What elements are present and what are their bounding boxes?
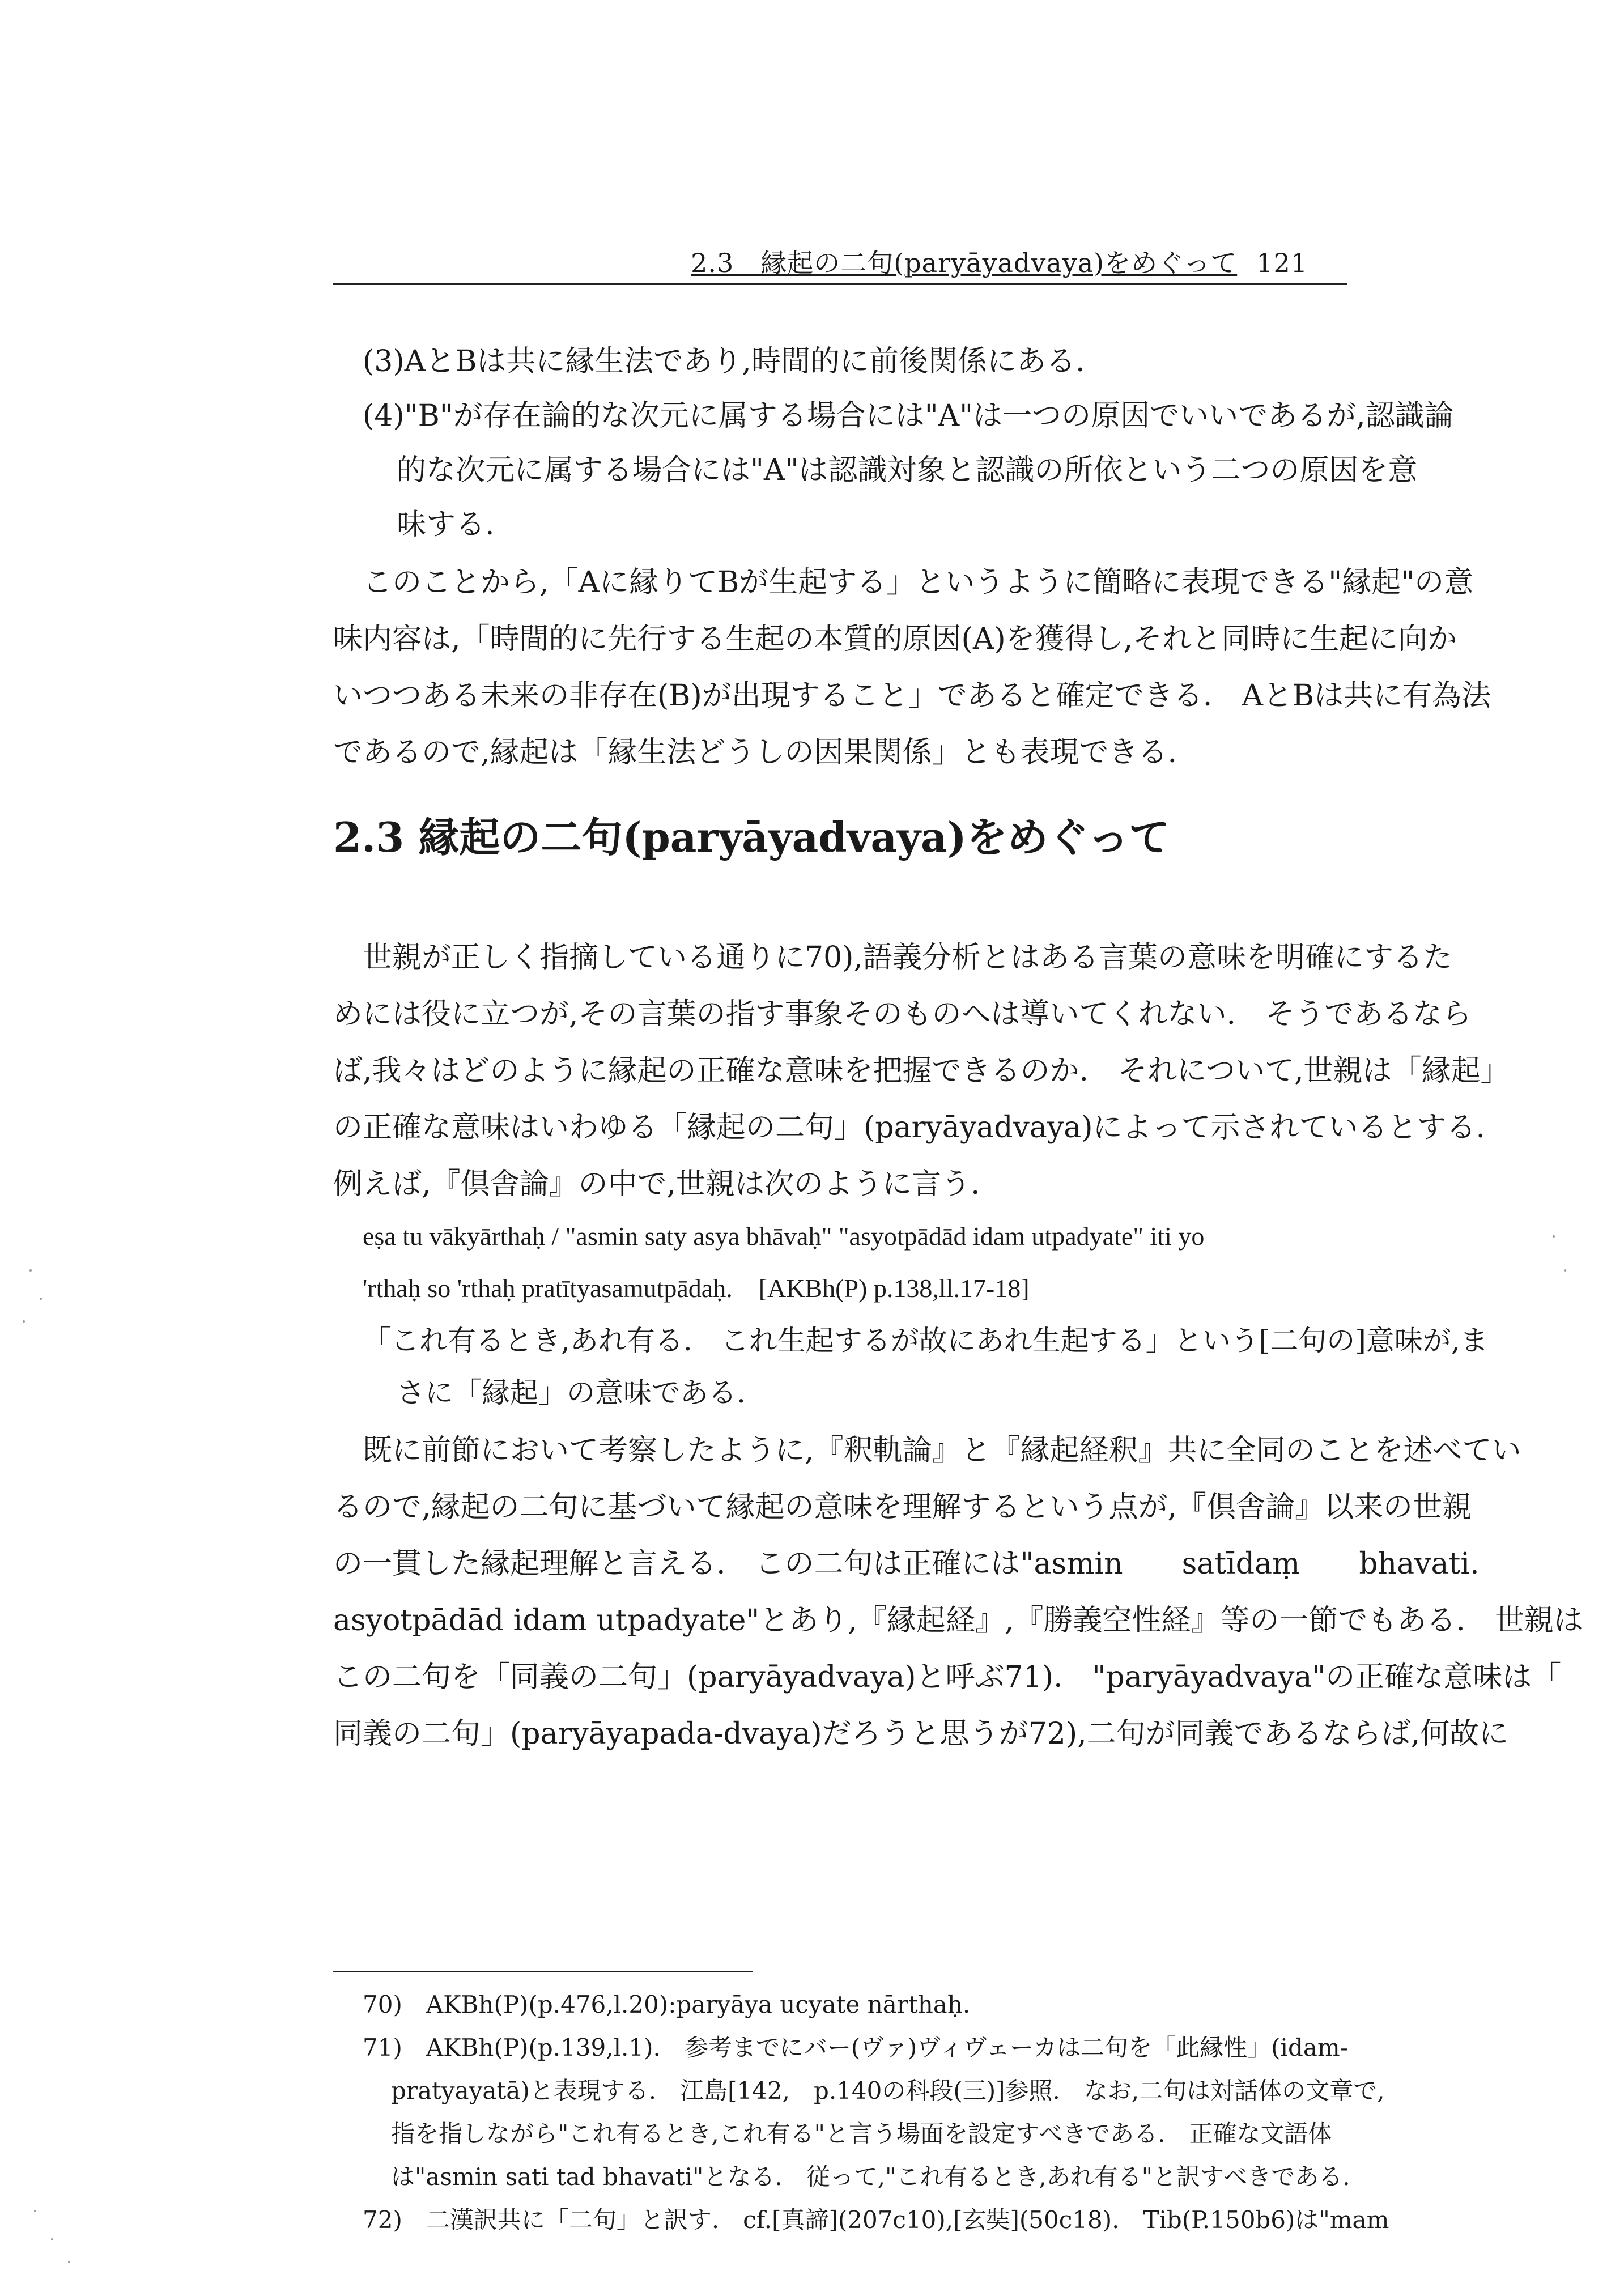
para3-line: この二句を「同義の二句」(paryāyadvaya)と呼ぶ71). "paryāyadvaya"の正確な意味は「 (333, 1660, 1562, 1694)
footnote-71-cont: は"asmin sati tad bhavati"となる. 従って,"これ有るとき,あれ有る"と訳すべきである. (391, 2163, 1350, 2191)
para3-line: の一貫した縁起理解と言える. この二句は正確には"asmin satīdaṃ bhavati. (333, 1547, 1480, 1581)
para2-line: の正確な意味はいわゆる「縁起の二句」(paryāyadvaya)によって示されているとする. (333, 1111, 1486, 1145)
scan-speck (51, 2238, 53, 2240)
footnote-rule (333, 1971, 753, 1972)
footnote-72: 72) 二漢訳共に「二句」と訳す. cf.[真諦](207c10),[玄奘](50c18). Tib(P.150b6)は"mam (363, 2206, 1389, 2234)
scan-speck (1553, 1235, 1555, 1238)
quote-japanese-line: さに「縁起」の意味である. (397, 1376, 746, 1409)
para1-line: このことから,「Aに縁りてBが生起する」というように簡略に表現できる"縁起"の意 (363, 566, 1474, 599)
footnote-71-cont: 指を指しながら"これ有るとき,これ有る"と言う場面を設定すべきである. 正確な文語体 (391, 2120, 1332, 2148)
page-number: 121 (1256, 248, 1308, 278)
quote-sanskrit-line: eṣa tu vākyārthaḥ / "asmin saty asya bhāvaḥ" "asyotpādād idam utpadyate" iti yo (363, 1222, 1205, 1251)
para1-line: であるので,縁起は「縁生法どうしの因果関係」とも表現できる. (333, 735, 1177, 769)
list-item-4-cont-2: 味する. (397, 508, 495, 542)
para2-line: 世親が正しく指摘している通りに70),語義分析とはある言葉の意味を明確にするた (363, 941, 1452, 975)
list-item-4-cont-1: 的な次元に属する場合には"A"は認識対象と認識の所依という二つの原因を意 (397, 453, 1418, 487)
scan-speck (23, 1320, 25, 1323)
header-section-title: 2.3 縁起の二句(paryāyadvaya)をめぐって (691, 248, 1238, 278)
scan-speck (68, 2261, 70, 2263)
scan-speck (34, 2210, 36, 2212)
para3-line: るので,縁起の二句に基づいて縁起の意味を理解するという点が,『倶舎論』以来の世親 (333, 1490, 1472, 1524)
footnote-70: 70) AKBh(P)(p.476,l.20):paryāya ucyate nārthaḥ. (363, 1991, 971, 2018)
footnote-71-cont: pratyayatā)と表現する. 江島[142, p.140の科段(三)]参照. なお,二句は対話体の文章で, (391, 2077, 1385, 2104)
quote-sanskrit-line: 'rthaḥ so 'rthaḥ pratītyasamutpādaḥ. [AKBh(P) p.138,ll.17-18] (363, 1274, 1030, 1303)
list-item-4: (4)"B"が存在論的な次元に属する場合には"A"は一つの原因でいいであるが,認識論 (363, 399, 1454, 433)
para2-line: ば,我々はどのように縁起の正確な意味を把握できるのか. それについて,世親は「縁起」 (333, 1054, 1510, 1088)
footnote-71: 71) AKBh(P)(p.139,l.1). 参考までにバー(ヴァ)ヴィヴェーカは二句を「此縁性」(idam- (363, 2034, 1348, 2061)
para2-line: 例えば,『倶舎論』の中で,世親は次のように言う. (333, 1167, 980, 1201)
quote-japanese-line: 「これ有るとき,あれ有る. これ生起するが故にあれ生起する」という[二句の]意味が,ま (363, 1324, 1489, 1357)
header-text (691, 243, 1308, 280)
scan-speck (40, 1298, 42, 1300)
running-header (333, 238, 1347, 285)
scan-speck (29, 1269, 32, 1272)
para1-line: 味内容は,「時間的に先行する生起の本質的原因(A)を獲得し,それと同時に生起に向か (333, 622, 1457, 656)
para3-line: 既に前節において考察したように,『釈軌論』と『縁起経釈』共に全同のことを述べてい (363, 1434, 1521, 1468)
section-heading: 2.3 縁起の二句(paryāyadvaya)をめぐって (333, 813, 1170, 861)
para2-line: めには役に立つが,その言葉の指す事象そのものへは導いてくれない. そうであるなら (333, 997, 1472, 1031)
para3-line: asyotpādād idam utpadyate"とあり,『縁起経』,『勝義空性経』等の一節でもある. 世親は (333, 1604, 1583, 1638)
para3-line: 同義の二句」(paryāyapada-dvaya)だろうと思うが72),二句が同義であるならば,何故に (333, 1717, 1509, 1751)
scan-speck (1564, 1269, 1566, 1272)
para1-line: いつつある未来の非存在(B)が出現すること」であると確定できる. AとBは共に有為法 (333, 679, 1491, 713)
list-item-3: (3)AとBは共に縁生法であり,時間的に前後関係にある. (363, 345, 1085, 379)
